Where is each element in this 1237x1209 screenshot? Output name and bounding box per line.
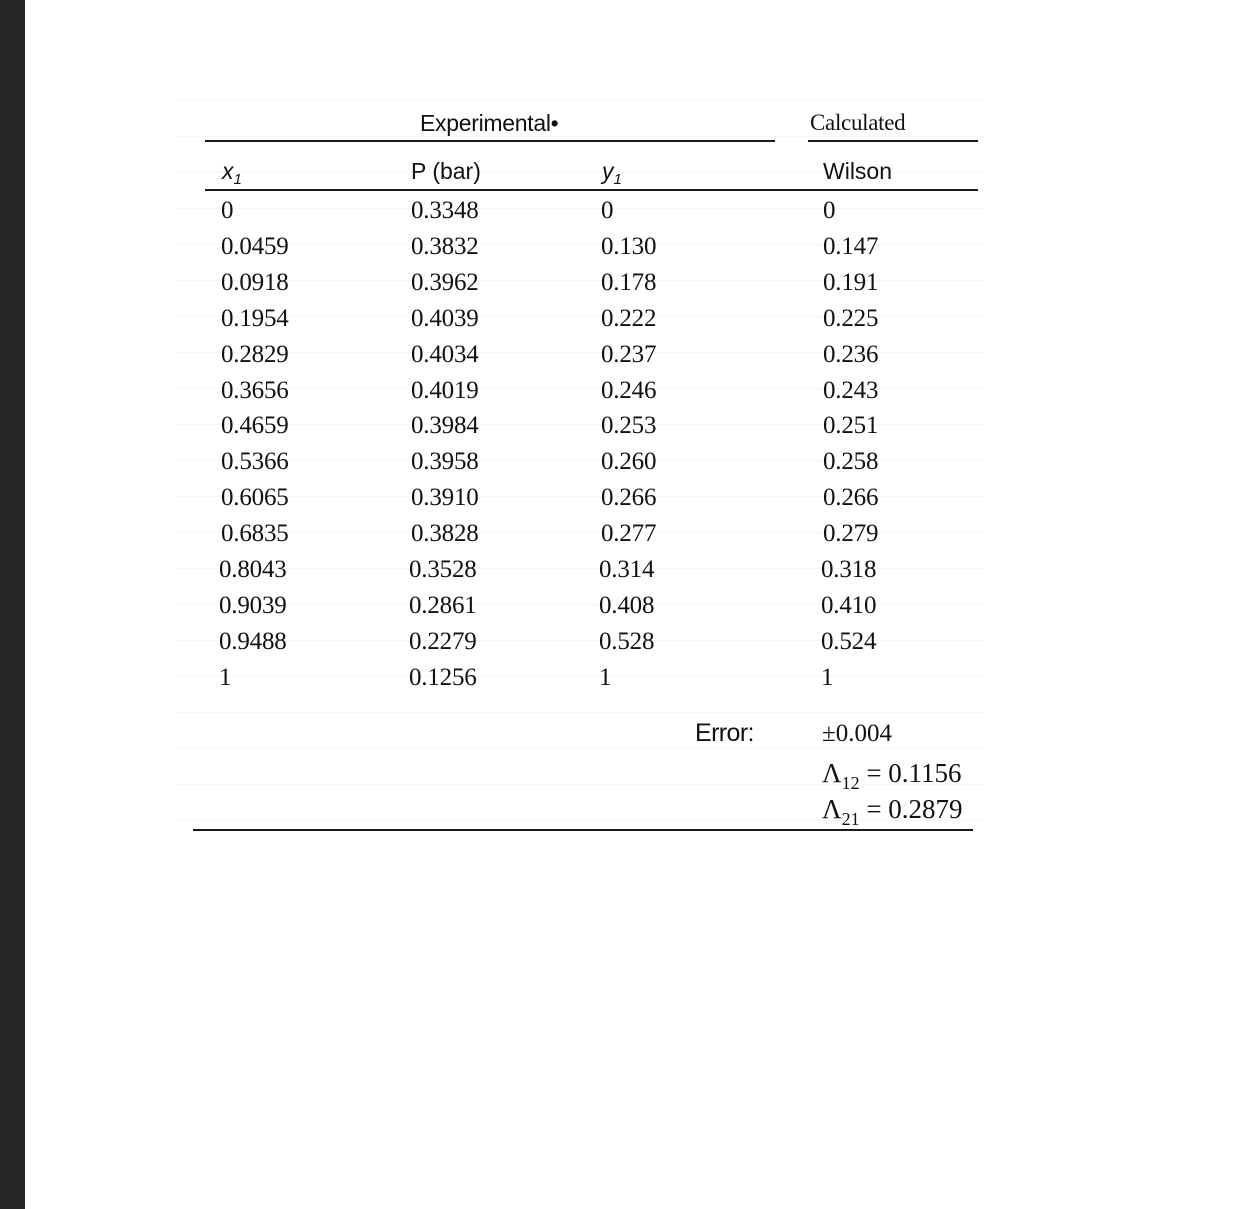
error-value: ±0.004 bbox=[822, 720, 892, 747]
cell-x1: 0.2829 bbox=[221, 340, 289, 368]
experimental-group-rule bbox=[205, 140, 775, 142]
cell-wilson: 0.191 bbox=[823, 268, 879, 296]
bottom-rule bbox=[193, 829, 973, 831]
cell-y1: 0.246 bbox=[601, 376, 657, 404]
cell-pressure: 0.3832 bbox=[411, 232, 479, 260]
cell-wilson: 0.318 bbox=[821, 556, 877, 583]
cell-wilson: 0.524 bbox=[821, 627, 877, 655]
viewer-left-edge bbox=[0, 0, 25, 1209]
column-header-x1: $x_1$ bbox=[222, 158, 242, 188]
cell-x1: 0.0459 bbox=[221, 232, 289, 260]
cell-x1: 0.0918 bbox=[221, 268, 289, 296]
cell-pressure: 0.4039 bbox=[411, 304, 479, 332]
cell-wilson: 0.410 bbox=[821, 591, 877, 619]
cell-y1: 0 bbox=[601, 197, 614, 224]
cell-wilson: 0.251 bbox=[823, 412, 879, 440]
cell-wilson: 0 bbox=[823, 197, 836, 224]
column-header-y1: $y_1$ bbox=[602, 158, 622, 188]
cell-x1: 0.9039 bbox=[219, 591, 287, 619]
cell-x1: 0 bbox=[221, 197, 234, 224]
cell-x1: 0.6065 bbox=[221, 484, 289, 512]
cell-wilson: 0.225 bbox=[823, 304, 879, 332]
cell-x1: 0.8043 bbox=[219, 556, 287, 583]
cell-pressure: 0.4034 bbox=[411, 340, 479, 368]
cell-pressure: 0.4019 bbox=[411, 376, 479, 404]
cell-wilson: 0.266 bbox=[823, 484, 879, 512]
cell-y1: 0.253 bbox=[601, 412, 657, 440]
header-rule bbox=[205, 189, 978, 191]
cell-x1: 0.4659 bbox=[221, 412, 289, 440]
cell-x1: 0.3656 bbox=[221, 376, 289, 404]
column-header-pressure: P (bar) bbox=[411, 158, 481, 184]
cell-pressure: 0.3984 bbox=[411, 412, 479, 440]
cell-pressure: 0.2279 bbox=[409, 627, 477, 655]
cell-wilson: 1 bbox=[821, 663, 834, 691]
cell-y1: 0.237 bbox=[601, 340, 657, 368]
cell-y1: 1 bbox=[599, 663, 612, 691]
calculated-group-rule bbox=[808, 140, 978, 142]
cell-x1: 0.9488 bbox=[219, 627, 287, 655]
cell-x1: 1 bbox=[219, 663, 232, 691]
cell-pressure: 0.3910 bbox=[411, 484, 479, 512]
cell-wilson: 0.279 bbox=[823, 520, 879, 548]
cell-pressure: 0.3528 bbox=[409, 556, 477, 583]
cell-x1: 0.6835 bbox=[221, 520, 289, 548]
cell-wilson: 0.258 bbox=[823, 448, 879, 476]
column-header-wilson: Wilson bbox=[823, 158, 893, 184]
cell-y1: 0.178 bbox=[601, 268, 657, 296]
cell-wilson: 0.243 bbox=[823, 376, 879, 404]
cell-pressure: 0.3828 bbox=[411, 520, 479, 548]
cell-pressure: 0.3958 bbox=[411, 448, 479, 476]
cell-wilson: 0.236 bbox=[823, 340, 879, 368]
cell-y1: 0.314 bbox=[599, 556, 655, 583]
cell-x1: 0.5366 bbox=[221, 448, 289, 476]
cell-wilson: 0.147 bbox=[823, 232, 879, 260]
cell-pressure: 0.3962 bbox=[411, 268, 479, 296]
group-header-calculated: Calculated bbox=[810, 110, 906, 135]
cell-y1: 0.528 bbox=[599, 627, 655, 655]
cell-y1: 0.266 bbox=[601, 484, 657, 512]
lambda21-parameter: $\Lambda_{21} = 0.2879$ bbox=[822, 794, 963, 829]
cell-pressure: 0.3348 bbox=[411, 197, 479, 224]
error-label: Error: bbox=[695, 719, 754, 747]
cell-pressure: 0.1256 bbox=[409, 663, 477, 691]
cell-y1: 0.130 bbox=[601, 232, 657, 260]
lambda12-parameter: $\Lambda_{12} = 0.1156$ bbox=[822, 758, 962, 793]
cell-y1: 0.260 bbox=[601, 448, 657, 476]
cell-y1: 0.222 bbox=[601, 304, 657, 332]
cell-x1: 0.1954 bbox=[221, 304, 289, 332]
cell-y1: 0.277 bbox=[601, 520, 657, 548]
group-header-experimental: Experimental• bbox=[420, 110, 559, 136]
cell-pressure: 0.2861 bbox=[409, 591, 477, 619]
cell-y1: 0.408 bbox=[599, 591, 655, 619]
